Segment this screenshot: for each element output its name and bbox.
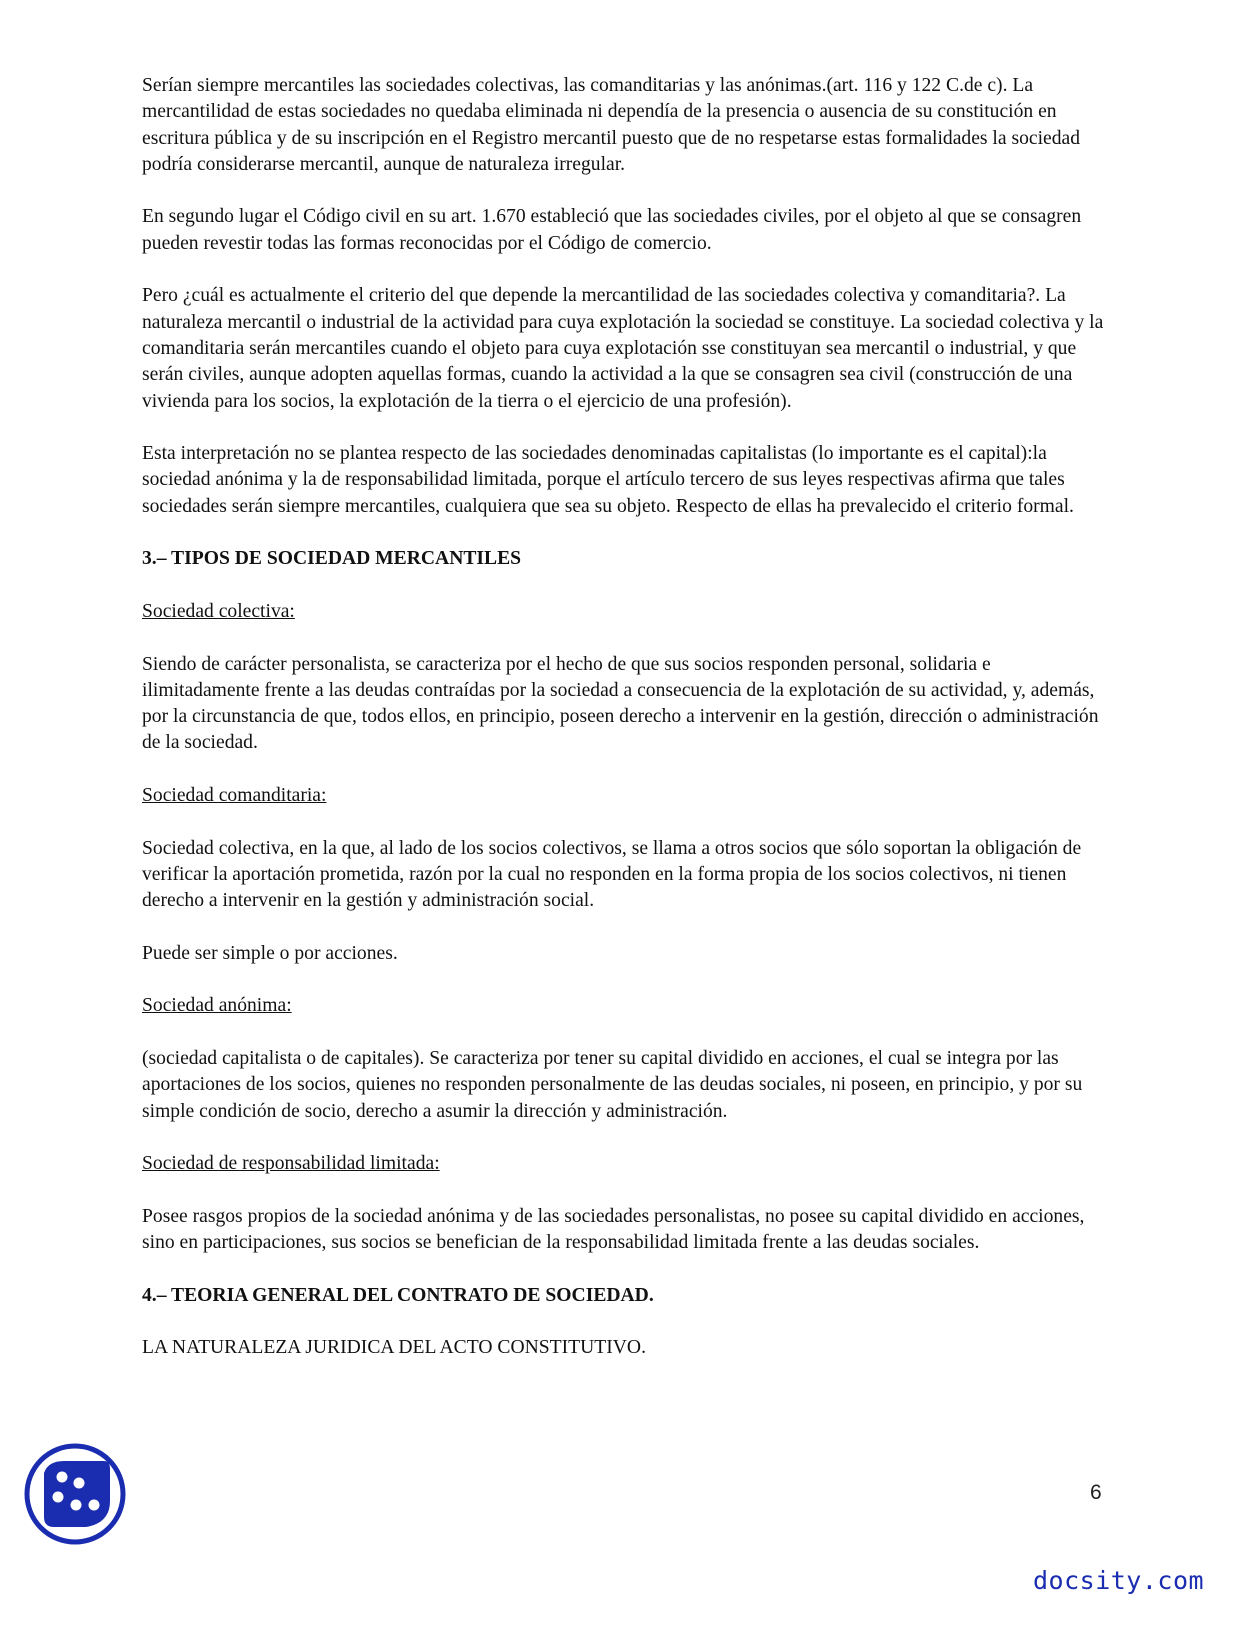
paragraph: Siendo de carácter personalista, se caracteriza por el hecho de que sus socios responden personal, solidaria e ilimitadamente frente a las deudas contraídas por la sociedad a consecuencia de la explotación de su actividad, y, además, por la circunstancia de que, todos ellos, en principio, poseen derecho a intervenir en la gestión, dirección o administración de la sociedad. xyxy=(142,653,1099,754)
subsection-title: Sociedad anónima: xyxy=(142,995,292,1017)
docsity-logo-icon[interactable] xyxy=(24,1443,126,1545)
paragraph: Esta interpretación no se plantea respecto de las sociedades denominadas capitalistas (lo importante es el capital):la sociedad anónima y la de responsabilidad limitada, porque el artículo tercero de sus leyes respectivas afirma que tales sociedades serán siempre mercantiles, cualquiera que sea su objeto. Respecto de ellas ha prevalecido el criterio formal. xyxy=(142,443,1074,517)
paragraph: Pero ¿cuál es actualmente el criterio del que depende la mercantilidad de las sociedades colectiva y comanditaria?. La naturaleza mercantil o industrial de la actividad para cuya explotación la sociedad se constituye. La sociedad colectiva y la comanditaria serán mercantiles cuando el objeto para cuya explotación sse constituyan sea mercantil o industrial, y que serán civiles, aunque adopten aquellas formas, cuando la actividad a la que se consagren sea civil (construcción de una vivienda para los socios, la explotación de la tierra o el ejercicio de una profesión). xyxy=(142,285,1104,412)
subsection-title: Sociedad colectiva: xyxy=(142,600,295,622)
document-body xyxy=(142,73,1112,1388)
paragraph: Serían siempre mercantiles las sociedades colectivas, las comanditarias y las anónimas.(art. 116 y 122 C.de c). La mercantilidad de estas sociedades no quedaba eliminada ni dependía de la presencia o ausencia de su constitución en escritura pública y de su inscripción en el Registro mercantil puesto que de no respetarse estas formalidades la sociedad podría considerarse mercantil, aunque de naturaleza irregular. xyxy=(142,75,1081,175)
logo-graphic xyxy=(24,1443,126,1545)
paragraph: Posee rasgos propios de la sociedad anónima y de las sociedades personalistas, no posee su capital dividido en acciones, sino en participaciones, sus socios se benefician de la responsabilidad limitada frente a las deudas sociales. xyxy=(142,1205,1085,1254)
paragraph: En segundo lugar el Código civil en su art. 1.670 estableció que las sociedades civiles, por el objeto al que se consagren pueden revestir todas las formas reconocidas por el Código de comercio. xyxy=(142,206,1082,254)
section-heading: 3.– TIPOS DE SOCIEDAD MERCANTILES xyxy=(142,548,522,570)
page-number: 6 xyxy=(1090,1481,1102,1504)
paragraph: Puede ser simple o por acciones. xyxy=(142,942,398,964)
subsection-title: Sociedad de responsabilidad limitada: xyxy=(142,1153,440,1175)
paragraph: (sociedad capitalista o de capitales). Se caracteriza por tener su capital dividido en acciones, el cual se integra por las aportaciones de los socios, quienes no responden personalmente de las deudas sociales, ni poseen, en principio, y por su simple condición de socio, derecho a asumir la dirección y administración. xyxy=(142,1047,1083,1122)
brand-link[interactable]: docsity.com xyxy=(1033,1566,1205,1595)
section-subtitle: LA NATURALEZA JURIDICA DEL ACTO CONSTITUTIVO. xyxy=(142,1337,646,1359)
subsection-title: Sociedad comanditaria: xyxy=(142,785,327,807)
paragraph: Sociedad colectiva, en la que, al lado de los socios colectivos, se llama a otros socios que sólo soportan la obligación de verificar la aportación prometida, razón por la cual no responden en la forma propia de los socios colectivos, ni tienen derecho a intervenir en la gestión y administración social. xyxy=(142,837,1082,912)
section-heading: 4.– TEORIA GENERAL DEL CONTRATO DE SOCIEDAD. xyxy=(142,1284,654,1306)
